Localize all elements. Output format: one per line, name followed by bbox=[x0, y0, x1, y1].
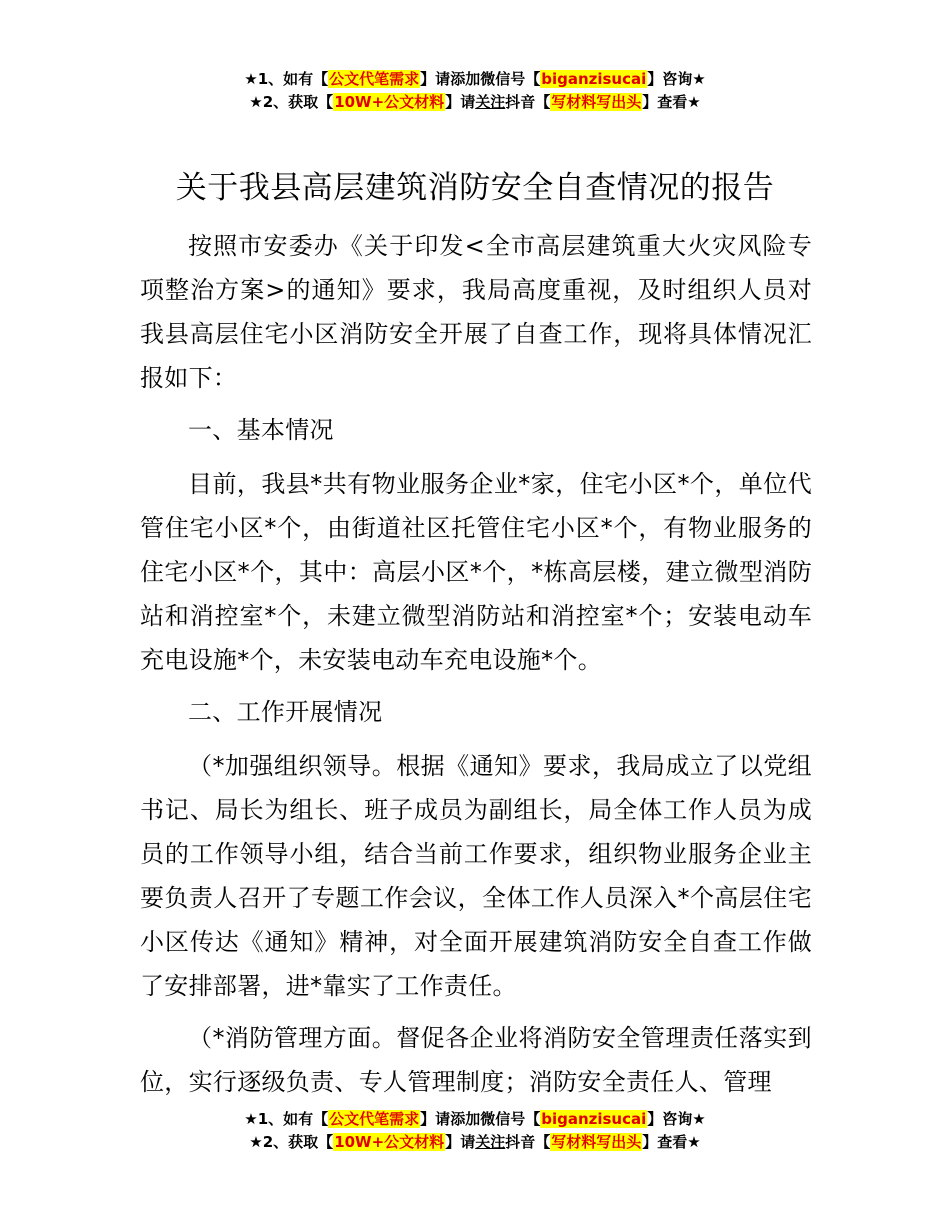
banner-highlight: 公文代笔需求 bbox=[329, 70, 420, 88]
banner-line-2: ★2、获取【10W+公文材料】请关注抖音【写材料写出头】查看★ bbox=[249, 1133, 701, 1151]
banner-line-1: ★1、如有【公文代笔需求】请添加微信号【biganzisucai】咨询★ bbox=[244, 70, 706, 88]
banner-highlight: 10W+公文材料 bbox=[334, 1133, 445, 1151]
banner-highlight: biganzisucai bbox=[541, 1110, 647, 1128]
banner-highlight: 10W+公文材料 bbox=[334, 93, 445, 111]
banner-highlight: 公文代笔需求 bbox=[329, 1110, 420, 1128]
header-banner bbox=[0, 68, 950, 114]
section-heading: 二、工作开展情况 bbox=[188, 698, 383, 726]
banner-highlight: biganzisucai bbox=[541, 70, 647, 88]
intro-paragraph: 按照市安委办《关于印发<全市高层建筑重大火灾风险专项整治方案>的通知》要求，我局高度重视，及时组织人员对我县高层住宅小区消防安全开展了自查工作，现将具体情况汇报如下： bbox=[140, 232, 812, 392]
banner-highlight: 写材料写出头 bbox=[551, 93, 642, 111]
body-paragraph: 目前，我县*共有物业服务企业*家，住宅小区*个，单位代管住宅小区*个，由街道社区托管住宅小区*个，有物业服务的住宅小区*个，其中：高层小区*个，*栋高层楼，建立微型消防站和消控室*个，未建立微型消防站和消控室*个；安装电动车充电设施*个，未安装电动车充电设施*个。 bbox=[140, 470, 812, 674]
body-paragraph: （*消防管理方面。督促各企业将消防安全管理责任落实到位，实行逐级负责、专人管理制度；消防安全责任人、管理 bbox=[140, 1024, 812, 1096]
footer-banner bbox=[0, 1108, 950, 1154]
section-heading: 一、基本情况 bbox=[188, 416, 334, 444]
document-body bbox=[140, 224, 812, 1104]
document-title: 关于我县高层建筑消防安全自查情况的报告 bbox=[175, 170, 775, 206]
banner-highlight: 写材料写出头 bbox=[551, 1133, 642, 1151]
body-paragraph: （*加强组织领导。根据《通知》要求，我局成立了以党组书记、局长为组长、班子成员为副组长，局全体工作人员为成员的工作领导小组，结合当前工作要求，组织物业服务企业主要负责人召开了专题工作会议，全体工作人员深入*个高层住宅小区传达《通知》精神，对全面开展建筑消防安全自查工作做了安排部署，进*靠实了工作责任。 bbox=[140, 752, 812, 1000]
banner-line-1: ★1、如有【公文代笔需求】请添加微信号【biganzisucai】咨询★ bbox=[244, 1110, 706, 1128]
banner-line-2: ★2、获取【10W+公文材料】请关注抖音【写材料写出头】查看★ bbox=[249, 93, 701, 111]
